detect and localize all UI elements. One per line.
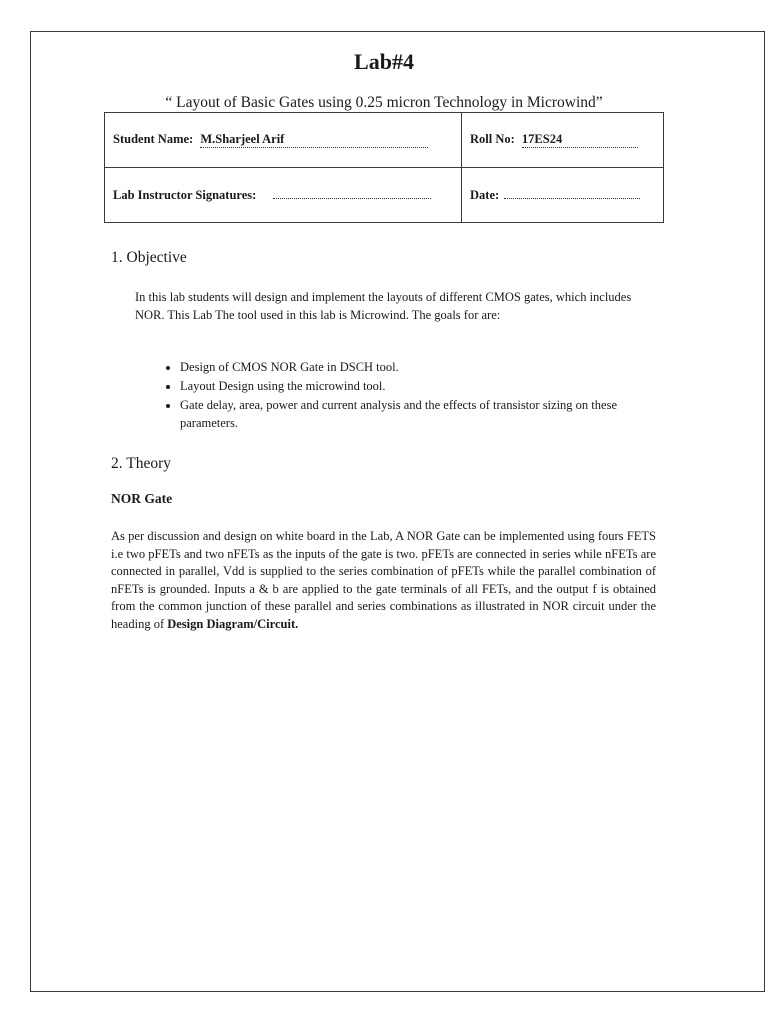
objective-heading: 1. Objective <box>111 249 187 266</box>
student-name-label: Student Name: <box>113 132 194 146</box>
instructor-signature-label: Lab Instructor Signatures: <box>113 187 257 202</box>
instructor-signature-cell <box>105 168 462 223</box>
goal-item: • Layout Design using the microwind tool. <box>180 378 663 396</box>
date-line <box>504 188 640 199</box>
design-diagram-reference: Design Diagram/Circuit. <box>167 616 299 631</box>
date-cell <box>462 168 664 223</box>
goals-list <box>135 359 663 434</box>
roll-no-value: 17ES24 <box>522 132 638 148</box>
theory-paragraph-text: As per discussion and design on white board in the Lab, A NOR Gate can be implemented using fours FETS i.e two pFETs and two nFETs as the inputs of the gate is two. pFETs are connected in series while nFETs are connected in parallel, Vdd is supplied to the series combination of pFETs while the parallel combination of nFETs is grounded. Inputs a & b are applied to the gate terminals of all FETs, and the output f is obtained from the common junction of these parallel and series combinations as illustrated in NOR circuit under the heading of <box>111 529 656 631</box>
nor-gate-subheading: NOR Gate <box>111 491 173 506</box>
theory-heading: 2. Theory <box>111 455 171 472</box>
goal-item: • Gate delay, area, power and current analysis and the effects of transistor sizing on these parameters. <box>180 397 663 432</box>
signature-line <box>273 188 431 199</box>
student-name-value: M.Sharjeel Arif <box>200 132 428 148</box>
date-label: Date: <box>470 187 500 202</box>
signature-row <box>105 168 664 223</box>
roll-no-cell <box>462 113 664 168</box>
theory-paragraph <box>111 528 656 633</box>
objective-paragraph: In this lab students will design and implement the layouts of different CMOS gates, which includes NOR. This Lab The tool used in this lab is Microwind. The goals for are: <box>135 290 632 322</box>
lab-title: Lab#4 <box>354 49 414 74</box>
lab-subtitle: “ Layout of Basic Gates using 0.25 micron Technology in Microwind” <box>165 94 603 111</box>
student-row <box>105 113 664 168</box>
student-name-cell <box>105 113 462 168</box>
roll-no-label: Roll No: <box>470 132 515 146</box>
student-info-table <box>104 112 664 223</box>
goal-item: • Design of CMOS NOR Gate in DSCH tool. <box>180 359 663 377</box>
